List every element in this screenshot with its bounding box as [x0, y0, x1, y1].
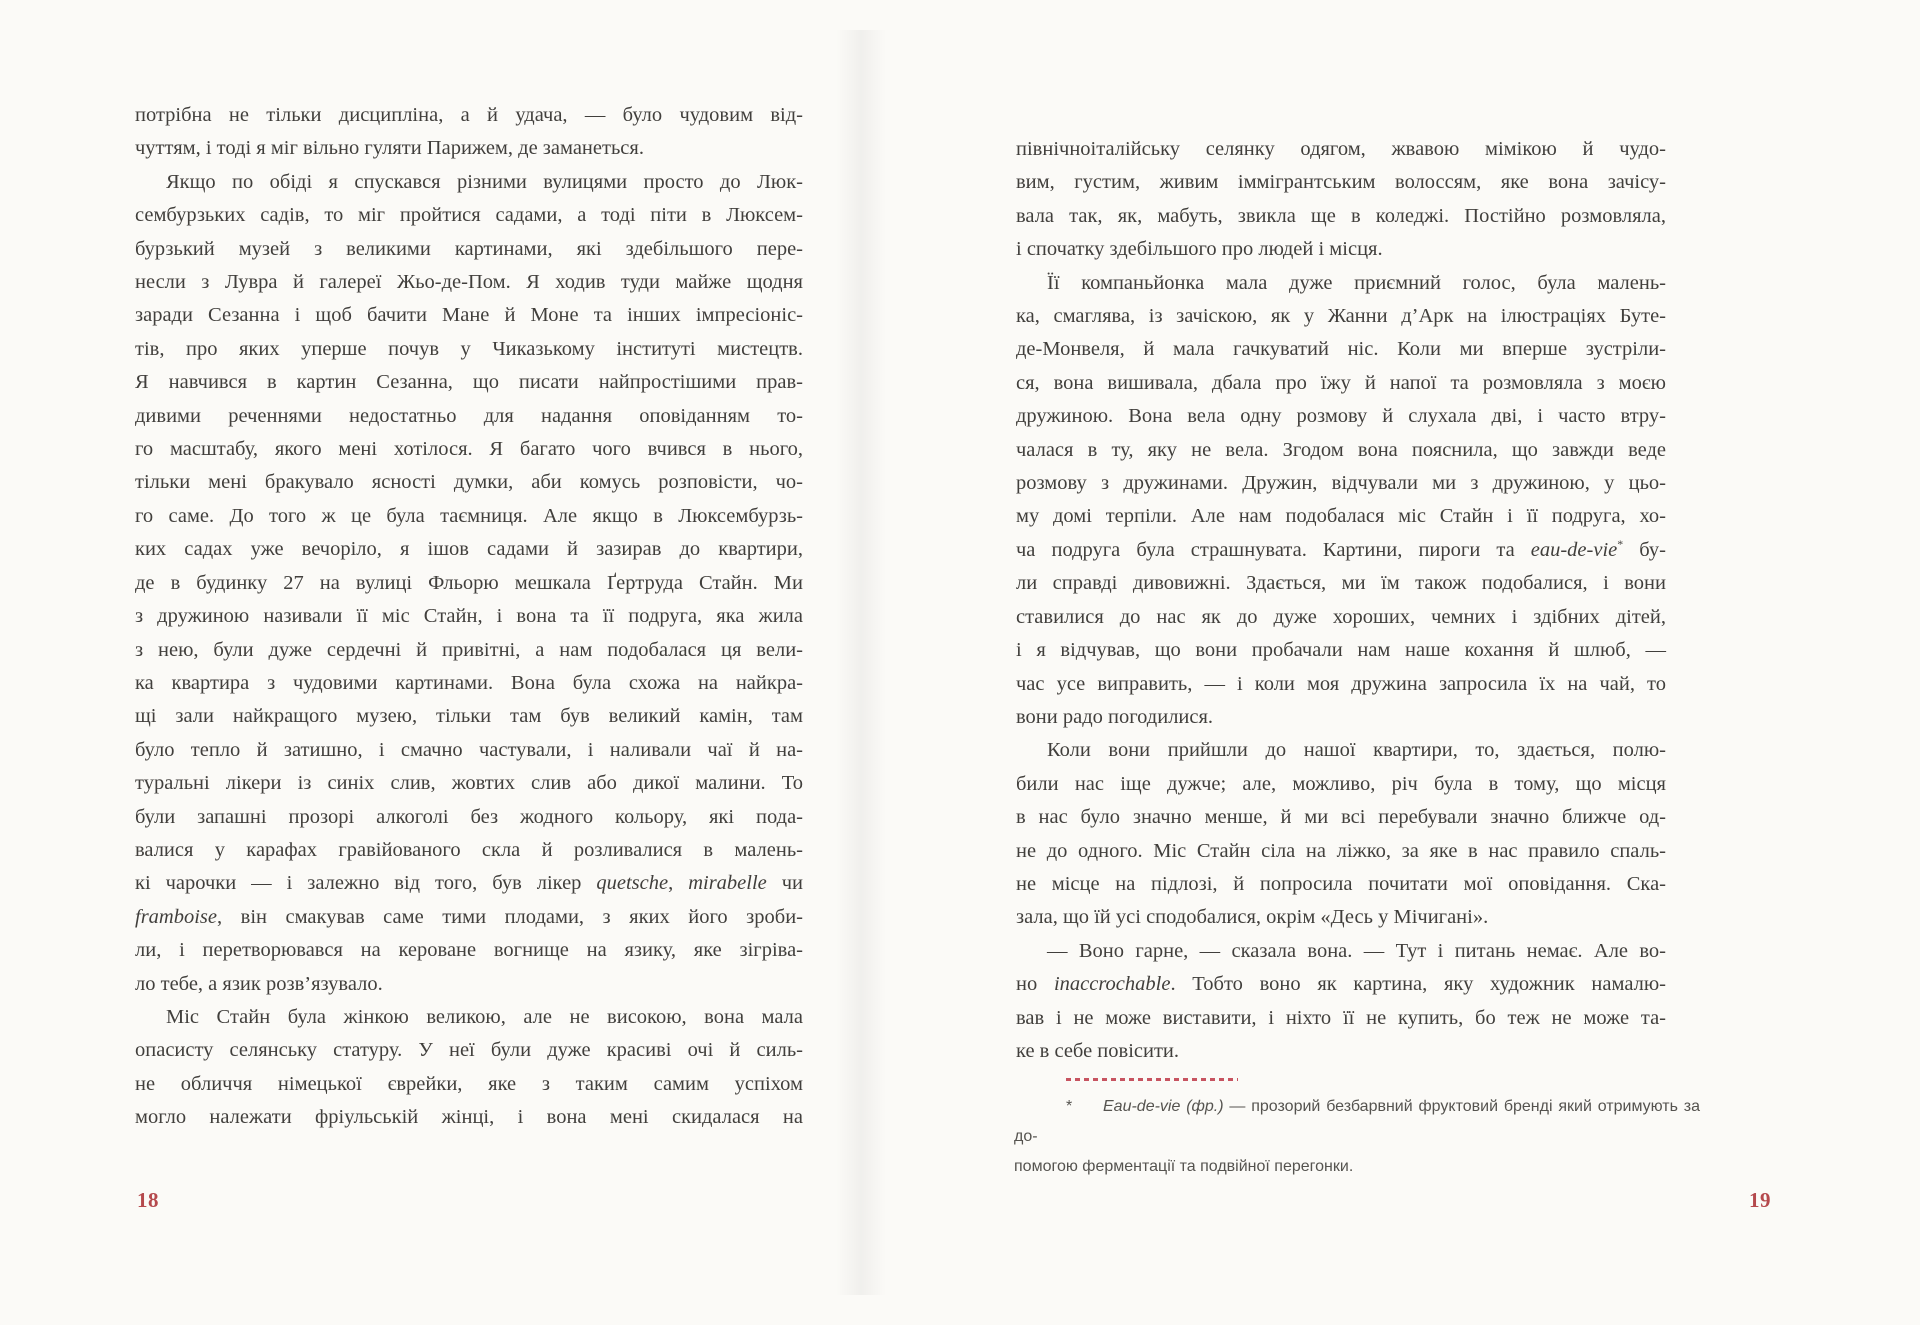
text-line: Я навчився в картин Сезанна, що писати найпростішими прав-: [135, 371, 803, 394]
text-line: не до одного. Міс Стайн сіла на ліжко, за яке в нас правило спаль-: [1016, 839, 1666, 862]
text-line: вав і не може виставити, і ніхто її не купить, бо теж не може та-: [1016, 1006, 1666, 1029]
text-line: було тепло й затишно, і смачно частували, і наливали чаї й на-: [135, 738, 803, 761]
text-line: framboise, він смакував саме тими плодами, з яких його зроби-: [135, 905, 803, 928]
text-line: туральні лікери із синіх слив, жовтих слив або дикої малини. То: [135, 772, 803, 795]
text-line: го саме. До того ж це була таємниця. Але якщо в Люксембурзь-: [135, 504, 803, 527]
text-line: Якщо по обіді я спускався різними вулицями просто до Люк-: [166, 170, 803, 193]
text-line: Коли вони прийшли до нашої квартири, то, здається, полю-: [1047, 739, 1666, 762]
text-line: ча подруга була страшнувата. Картини, пироги та eau-de-vie* бу-: [1016, 537, 1666, 561]
text-line: — Воно гарне, — сказала вона. — Тут і питань немає. Але во-: [1047, 939, 1666, 962]
text-line: дивими реченнями недостатньо для надання оповіданням то-: [135, 404, 803, 427]
text-line: з дружиною називали її міс Стайн, і вона та її подруга, яка жила: [135, 605, 803, 628]
text-line: дружиною. Вона вела одну розмову й слухала дві, і часто втру-: [1016, 405, 1666, 428]
footnote-marker: *: [1066, 1098, 1073, 1115]
text-line: час усе виправить, — і коли моя дружина запросила їх на чай, то: [1016, 672, 1666, 695]
text-line: Її компаньйонка мала дуже приємний голос, була малень-: [1047, 271, 1666, 294]
page-gutter-shadow: [836, 30, 886, 1295]
text-line: опасисту селянську статуру. У неї були дуже красиві очі й силь-: [135, 1039, 803, 1062]
text-line: * Eau-de-vie (фр.) — прозорий безбарвний фруктовий бренді який отримують за до-: [1014, 1092, 1700, 1152]
text-line: ка, смаглява, із зачіскою, як у Жанни д’Арк на ілюстраціях Буте-: [1016, 305, 1666, 328]
text-line: вим, густим, живим іммігрантським волоссям, яке вона зачісу-: [1016, 171, 1666, 194]
text-line: вони радо погодилися.: [1016, 705, 1214, 728]
page-number-left: 18: [137, 1188, 159, 1212]
text-line: били нас іще дужче; але, можливо, річ була в тому, що місця: [1016, 772, 1666, 795]
text-line: ся, вона вишивала, дбала про їжу й напої та розмовляла з моєю: [1016, 371, 1666, 394]
text-line: валися у карафах гравійованого скла й розливалися в малень-: [135, 838, 803, 861]
text-line: не місце на підлозі, й попросила почитати мої оповідання. Ска-: [1016, 872, 1666, 895]
text-line: були запашні прозорі алкоголі без жодного кольору, які пода-: [135, 805, 803, 828]
text-line: де в будинку 27 на вулиці Фльорю мешкала Ґертруда Стайн. Ми: [135, 571, 803, 594]
text-line: сембурзьких садів, то міг пройтися садами, а тоді піти в Люксем-: [135, 204, 803, 227]
text-line: тільки мені бракувало ясності думки, аби комусь розповісти, чо-: [135, 471, 803, 494]
text-line: му домі терпіли. Але нам подобалася міс Стайн і її подруга, хо-: [1016, 505, 1666, 528]
footnote-separator-rule: [1066, 1078, 1238, 1081]
text-line: го масштабу, якого мені хотілося. Я багато чого вчився в нього,: [135, 438, 803, 461]
text-line: могло належати фріульській жінці, і вона мені скидалася на: [135, 1106, 803, 1129]
text-line: зала, що їй усі сподобалися, окрім «Десь у Мічигані».: [1016, 906, 1489, 929]
text-line: і я відчував, що вони пробачали нам наше кохання й шлюб, —: [1016, 639, 1666, 662]
text-line: потрібна не тільки дисципліна, а й удача, — було чудовим від-: [135, 104, 803, 126]
text-line: кі чарочки — і залежно від того, був лікер quetsche, mirabelle чи: [135, 872, 804, 895]
text-line: не обличчя німецької єврейки, яке з таким самим успіхом: [135, 1072, 803, 1095]
text-line: ли справді дивовижні. Здається, ми їм також подобалися, і вони: [1016, 572, 1666, 595]
text-line: де-Монвеля, й мала гачкуватий ніс. Коли ми вперше зустріли-: [1016, 338, 1666, 361]
text-line: ке в себе повісити.: [1016, 1039, 1180, 1062]
text-line: з нею, були дуже сердечні й привітні, а нам подобалася ця вели-: [135, 638, 803, 661]
text-line: розмову з дружинами. Дружин, відчували ми з дружиною, у цьо-: [1016, 472, 1666, 495]
text-line: тів, про яких уперше почув у Чиказькому інституті мистецтв.: [135, 337, 803, 360]
text-line: чалася в ту, яку не вела. Згодом вона пояснила, що завжди веде: [1016, 438, 1666, 461]
text-line: бурзький музей з великими картинами, які здебільшого пере-: [135, 237, 803, 260]
text-line: північноіталійську селянку одягом, жвавою мімікою й чудо-: [1016, 138, 1666, 160]
text-line: помогою ферментації та подвійної перегонки.: [1014, 1158, 1354, 1175]
text-line: в нас було значно менше, й ми всі перебували значно ближче од-: [1016, 806, 1666, 829]
text-line: і спочатку здебільшого про людей і місця.: [1016, 238, 1383, 261]
text-line: ставилися до нас як до дуже хороших, чемних і здібних дітей,: [1016, 605, 1666, 628]
text-line: щі зали найкращого музею, тільки там був великий камін, там: [135, 705, 803, 728]
text-line: ка квартира з чудовими картинами. Вона була схожа на найкра-: [135, 671, 803, 694]
text-line: чуттям, і тоді я міг вільно гуляти Парижем, де заманеться.: [135, 137, 644, 160]
text-line: ло тебе, а язик розв’язувало.: [135, 972, 383, 995]
text-line: ких садах уже вечоріло, я ішов садами й зазирав до квартири,: [135, 538, 803, 561]
left-page-text-block: [135, 99, 803, 1135]
right-page-text-block: [1016, 133, 1666, 1068]
page-number-right: 19: [1749, 1188, 1771, 1212]
text-line: ли, і перетворювався на кероване вогнище на язику, яке зігріва-: [135, 939, 803, 962]
text-line: несли з Лувра й галереї Жьо-де-Пом. Я ходив туди майже щодня: [135, 271, 803, 294]
text-line: но inaccrochable. Тобто воно як картина, яку художник намалю-: [1016, 973, 1666, 996]
text-line: заради Сезанна і щоб бачити Мане й Моне та інших імпресіоніс-: [135, 304, 803, 327]
text-line: Міс Стайн була жінкою великою, але не високою, вона мала: [166, 1005, 803, 1028]
text-line: вала так, як, мабуть, звикла ще в коледжі. Постійно розмовляла,: [1016, 204, 1666, 227]
footnote: [1014, 1092, 1700, 1182]
